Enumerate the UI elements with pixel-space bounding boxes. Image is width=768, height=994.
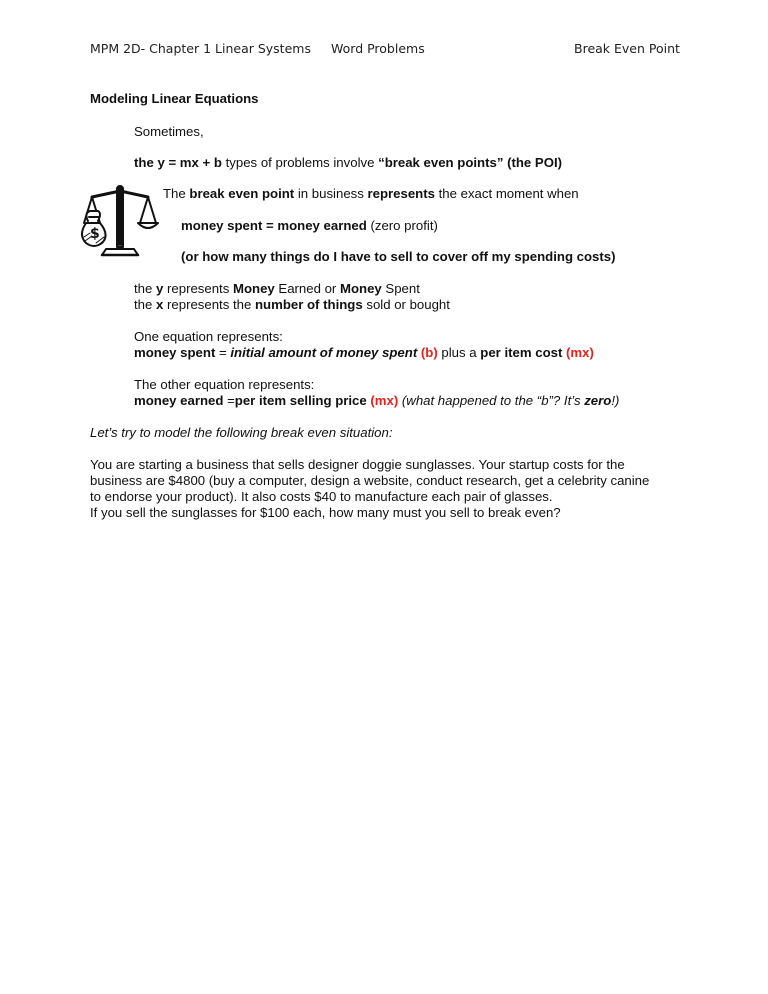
eq1-b-term: (b): [417, 345, 438, 360]
problem-line-2: business are $4800 (buy a computer, design a website, conduct research, get a celebrity canine: [90, 473, 650, 488]
x-things: number of things: [254, 297, 363, 312]
bep-represents: represents: [367, 186, 435, 201]
eq1-initial: initial amount of money spent: [230, 345, 418, 360]
eq2-equals: =: [223, 393, 235, 408]
bep-equality-bold: money spent = money earned: [181, 218, 367, 233]
bep-text-2: in business: [294, 186, 368, 201]
eq1-intro: One equation represents:: [134, 329, 283, 344]
problem-line-4: If you sell the sunglasses for $100 each, how many must you sell to break even?: [90, 505, 561, 520]
break-even-term: “break even points” (the POI): [378, 155, 563, 170]
x-text-3: sold or bought: [362, 297, 450, 312]
eq2-money-earned: money earned: [134, 393, 224, 408]
x-definition: [134, 297, 450, 313]
y-text-2: represents: [163, 281, 233, 296]
eq1-statement: [134, 345, 594, 361]
eq1-money-spent: money spent: [134, 345, 216, 360]
model-prompt: Let’s try to model the following break even situation:: [90, 425, 393, 440]
bep-equality: [181, 218, 438, 234]
dollar-sign: $: [90, 226, 100, 242]
bep-definition: [163, 186, 579, 202]
eq2-statement: [134, 393, 619, 409]
intro-line: [134, 155, 562, 171]
intro-text: types of problems involve: [221, 155, 379, 170]
x-text-1: the: [134, 297, 156, 312]
eq2-mx-term: (mx): [366, 393, 399, 408]
problem-line-1: You are starting a business that sells designer doggie sunglasses. Your startup costs for the: [90, 457, 625, 472]
eq2-note-end: !): [611, 393, 620, 408]
bep-explanation: (or how many things do I have to sell to cover off my spending costs): [181, 249, 616, 264]
y-money-2: Money: [340, 281, 382, 296]
intro-sometimes: Sometimes,: [134, 124, 204, 139]
bep-term: break even point: [189, 186, 295, 201]
equation-form: the y = mx + b: [134, 155, 222, 170]
eq2-note: (what happened to the “b”? It’s: [398, 393, 585, 408]
eq1-per-item: per item cost: [480, 345, 563, 360]
header-course: MPM 2D- Chapter 1 Linear Systems: [90, 41, 311, 56]
problem-line-3: to endorse your product). It also costs $40 to manufacture each pair of glasses.: [90, 489, 553, 504]
eq2-zero: zero: [584, 393, 612, 408]
eq1-mx-term: (mx): [562, 345, 594, 360]
bep-text-1: The: [163, 186, 190, 201]
eq1-equals: =: [215, 345, 231, 360]
y-text-4: Spent: [381, 281, 420, 296]
y-text-3: Earned or: [274, 281, 340, 296]
eq2-intro: The other equation represents:: [134, 377, 315, 392]
balance-scale-icon: [80, 183, 160, 263]
eq1-plus: plus a: [437, 345, 481, 360]
y-var: y: [156, 281, 164, 296]
header-lesson: Break Even Point: [574, 41, 680, 56]
y-definition: [134, 281, 420, 297]
bep-zero-profit: (zero profit): [366, 218, 438, 233]
y-money-1: Money: [232, 281, 275, 296]
header-topic: Word Problems: [331, 41, 425, 56]
bep-text-3: the exact moment when: [434, 186, 579, 201]
x-var: x: [156, 297, 164, 312]
x-text-2: represents the: [163, 297, 255, 312]
y-text-1: the: [134, 281, 156, 296]
section-heading: Modeling Linear Equations: [90, 91, 259, 106]
eq2-selling-price: per item selling price: [234, 393, 367, 408]
